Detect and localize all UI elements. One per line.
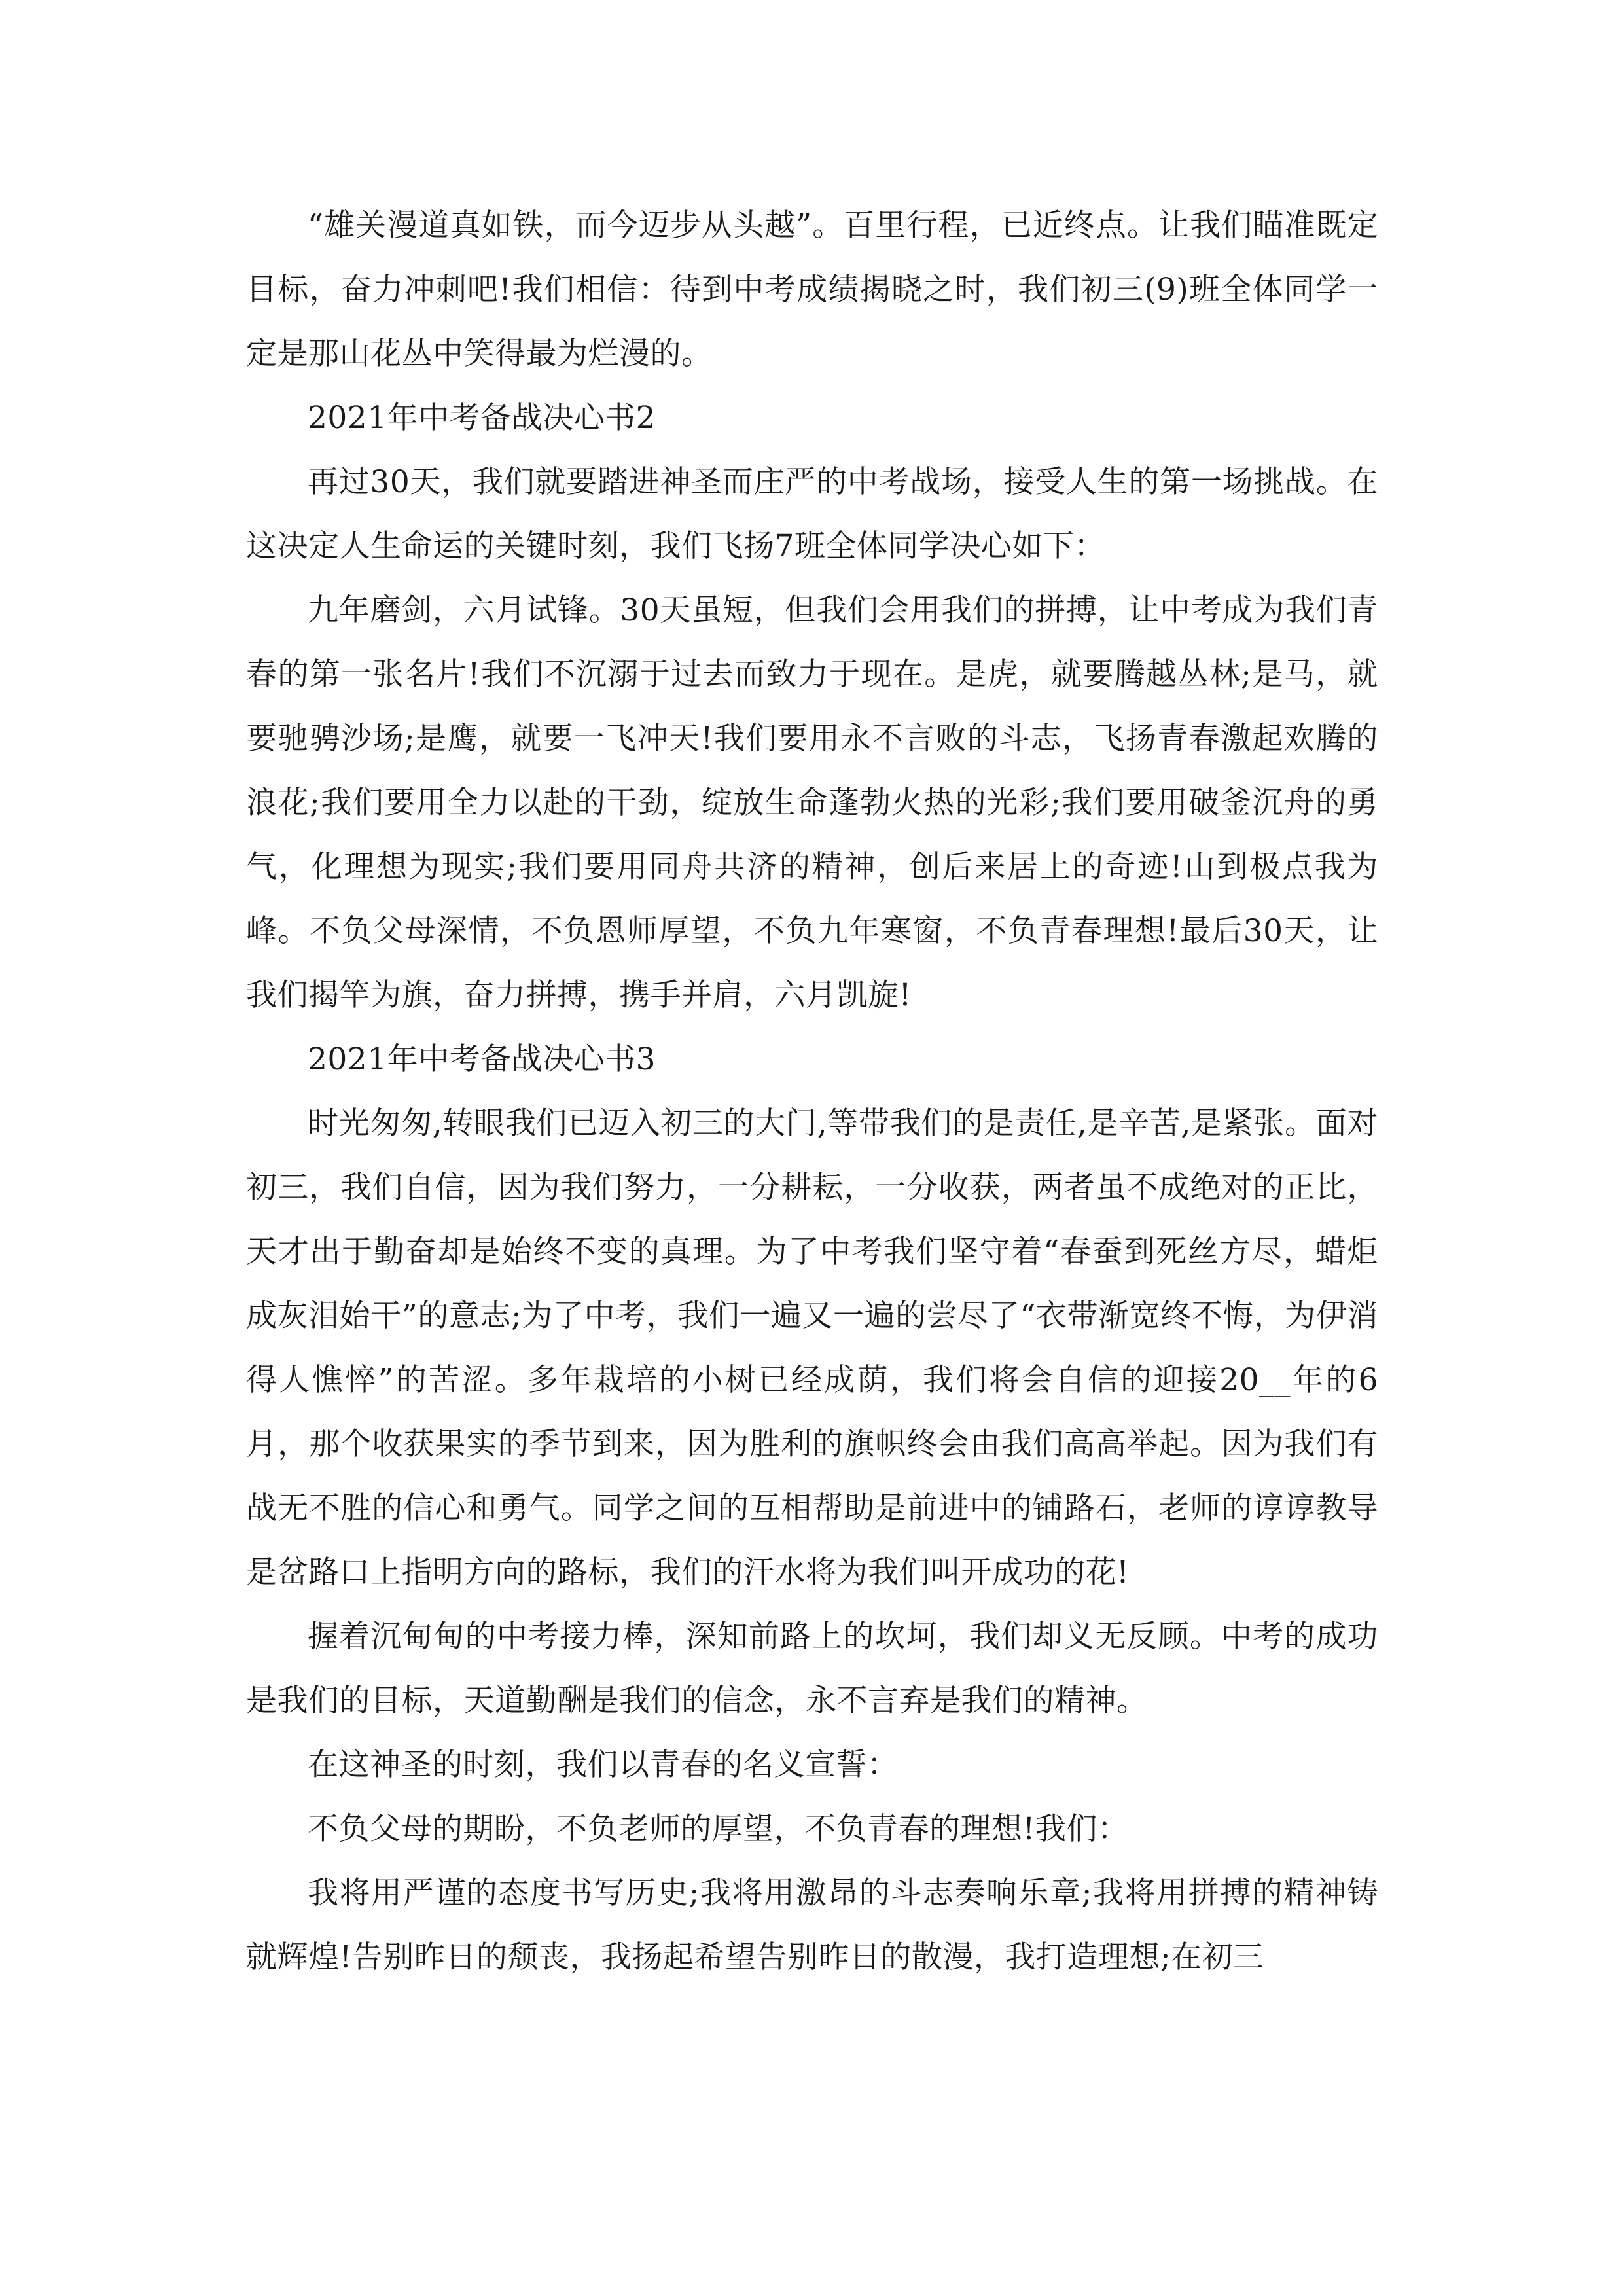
section-heading: 2021年中考备战决心书2: [308, 400, 656, 436]
paragraph: 再过30天，我们就要踏进神圣而庄严的中考战场，接受人生的第一场挑战。在这决定人生命运的关键时刻，我们飞扬7班全体同学决心如下：: [246, 464, 1378, 564]
paragraph: 握着沉甸甸的中考接力棒，深知前路上的坎坷，我们却义无反顾。中考的成功是我们的目标，天道勤酬是我们的信念，永不言弃是我们的精神。: [246, 1619, 1378, 1719]
paragraph: 不负父母的期盼，不负老师的厚望，不负青春的理想!我们：: [308, 1811, 1129, 1847]
paragraph: 九年磨剑，六月试锋。30天虽短，但我们会用我们的拼搏，让中考成为我们青春的第一张名片!我们不沉溺于过去而致力于现在。是虎，就要腾越丛林;是马，就要驰骋沙场;是鹰，就要一飞冲天!我们要用永不言败的斗志，飞扬青春激起欢腾的浪花;我们要用全力以赴的干劲，绽放生命蓬勃火热的光彩;我们要用破釜沉舟的勇气，化理想为现实;我们要用同舟共济的精神，创后来居上的奇迹!山到极点我为峰。不负父母深情，不负恩师厚望，不负九年寒窗，不负青春理想!最后30天，让我们揭竿为旗，奋力拼搏，携手并肩，六月凯旋!: [246, 592, 1378, 1013]
document-body: [246, 194, 1378, 1990]
paragraph: 时光匆匆,转眼我们已迈入初三的大门,等带我们的是责任,是辛苦,是紧张。面对初三，我们自信，因为我们努力，一分耕耘，一分收获，两者虽不成绝对的正比，天才出于勤奋却是始终不变的真理。为了中考我们坚守着“春蚕到死丝方尽，蜡炬成灰泪始干”的意志;为了中考，我们一遍又一遍的尝尽了“衣带渐宽终不悔，为伊消得人憔悴”的苦涩。多年栽培的小树已经成荫，我们将会自信的迎接20__年的6月，那个收获果实的季节到来，因为胜利的旗帜终会由我们高高举起。因为我们有战无不胜的信心和勇气。同学之间的互相帮助是前进中的铺路石，老师的谆谆教导是岔路口上指明方向的路标，我们的汗水将为我们叫开成功的花!: [246, 1105, 1378, 1590]
paragraph: 在这神圣的时刻，我们以青春的名义宣誓：: [308, 1747, 899, 1783]
paragraph: 我将用严谨的态度书写历史;我将用激昂的斗志奏响乐章;我将用拼搏的精神铸就辉煌!告别昨日的颓丧，我扬起希望告别昨日的散漫，我打造理想;在初三: [246, 1875, 1378, 1975]
section-heading: 2021年中考备战决心书3: [308, 1041, 656, 1077]
paragraph: “雄关漫道真如铁，而今迈步从头越”。百里行程，已近终点。让我们瞄准既定目标，奋力冲刺吧!我们相信：待到中考成绩揭晓之时，我们初三(9)班全体同学一定是那山花丛中笑得最为烂漫的。: [246, 207, 1378, 372]
